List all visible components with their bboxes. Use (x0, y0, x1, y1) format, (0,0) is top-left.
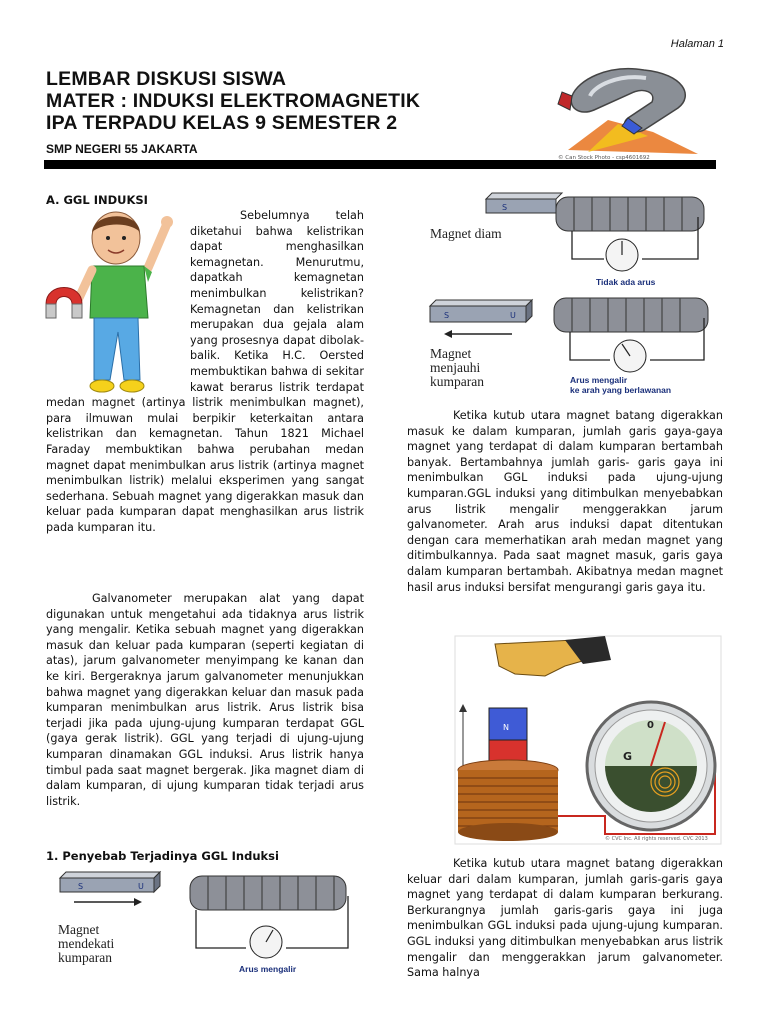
label-line: mendekati (58, 936, 115, 951)
meter-letter-g: G (623, 750, 633, 763)
label-line: Magnet (58, 922, 100, 937)
paragraph-1-text: Sebelumnya telah diketahui bahwa kelistrikan dapat menghasilkan kemagnetan. Menurutmu, dapatkah kemagnetan menimbulkan kelistrikan? Kemagnetan dan kelistrikan merupakan dua gejala alam yang prosesnya dapat dibolak-balik. Ketika H.C. Oersted membuktikan bahwa di sekitar kawat berarus listrik terdapat medan magnet (artinya listrik menimbulkan magnet), para ilmuwan mulai berpikir keterkaitan antara kelistrikan dan kemagnetan. Tahun 1821 Michael Faraday membuktikan bahwa perubahan medan magnet dapat menimbulkan arus listrik (artinya magnet menimbulkan listrik) melalui eksperimen yang sangat sederhana. Sebuah magnet yang digerakkan masuk dan keluar pada kumparan dapat menghasilkan arus listrik pada kumparan itu. (46, 209, 364, 534)
label-magnet-diam: Magnet diam (430, 226, 502, 241)
paragraph-kutub-masuk: Ketika kutub utara magnet batang digerakkan masuk ke dalam kumparan, jumlah garis gaya-gaya magnet yang terdapat di dalam kumparan bertambah banyak. Bertambahnya jumlah garis- garis gaya ini menimbulkan GGL induksi pada ujung-ujung kumparan.GGL induksi yang ditimbulkan menyebabkan arus listrik mengalir menggerakkan jarum galvanometer. Arah arus induksi dapat ditentukan dengan cara memerhatikan arah medan magnet yang ditimbulkannya. Pada saat magnet masuk, garis gaya dalam kumparan bertambah. Akibatnya medan magnet hasil arus induksi bersifat mengurangi garis gaya itu. (407, 409, 723, 594)
figure-hand-magnet-coil-galvanometer (455, 636, 721, 844)
section-a-paragraph-1 (46, 208, 364, 535)
label-magnet-mendekati (58, 923, 114, 965)
subheading-penyebab: 1. Penyebab Terjadinya GGL Induksi (46, 849, 279, 863)
figure-magnet-static (426, 193, 718, 291)
page-number: Halaman 1 (670, 38, 724, 50)
magnet-pole-s: S (502, 203, 508, 212)
caption-arah-berlawanan: ke arah yang berlawanan (570, 385, 672, 395)
magnet-pole-u: U (138, 882, 144, 891)
caption-tidak-ada-arus: Tidak ada arus (596, 277, 656, 287)
section-a-paragraph-2: Galvanometer merupakan alat yang dapat digunakan untuk mengetahui ada tidaknya arus listrik yang mengalir. Ketika sebuah magnet yang digerakkan masuk dan keluar pada kumparan (seperti kegiatan di atas), jarum galvanometer menyimpang ke kanan dan ke kiri. Bergeraknya jarum galvanometer menunjukkan bahwa magnet yang digerakkan keluar dan masuk pada kumparan menimbulkan arus listrik. Arus listrik bisa terjadi jika pada ujung-ujung kumparan terdapat GGL (gaya gerak listrik). GGL yang terjadi di ujung-ujung kumparan dinamakan GGL induksi. Arus listrik hanya timbul pada saat magnet bergerak. Jika magnet diam di dalam kumparan, di ujung kumparan tidak terjadi arus listrik. (46, 592, 364, 808)
label-line: kumparan (58, 950, 112, 965)
title-line-2: MATER : INDUKSI ELEKTROMAGNETIK (46, 90, 421, 112)
caption-arus-mengalir: Arus mengalir (570, 375, 628, 385)
magnet-pole-u: U (510, 311, 516, 320)
label-magnet-menjauhi (430, 347, 484, 389)
document-title (46, 68, 420, 134)
caption-arus-mengalir: Arus mengalir (239, 964, 297, 974)
title-line-3: IPA TERPADU KELAS 9 SEMESTER 2 (46, 112, 398, 134)
magnet-pole-s: S (78, 882, 84, 891)
paragraph-kutub-keluar: Ketika kutub utara magnet batang digerakkan keluar dari dalam kumparan, jumlah garis-garis gaya magnet yang terdapat di dalam kumparan berkurang. Berkurangnya jumlah garis-garis gaya ini juga menimbulkan GGL induksi pada ujung-ujung kumparan. GGL induksi yang ditimbulkan menyebabkan arus listrik mengalir dan menggerakkan jarum galvanometer. Sama halnya (407, 857, 723, 980)
label-line: menjauhi (430, 360, 481, 375)
magnet-pole-s: S (444, 311, 450, 320)
horseshoe-magnet-logo (548, 62, 718, 160)
school-name: SMP NEGERI 55 JAKARTA (46, 142, 198, 156)
logo-credit: © Can Stock Photo - csp4601692 (558, 155, 650, 161)
meter-zero: 0 (647, 720, 654, 731)
magnet-pole-n: N (503, 723, 509, 732)
photo-credit: © CVC Inc. All rights reserved. CVC 2013 (605, 836, 708, 842)
label-line: Magnet (430, 346, 472, 361)
illustration-float-spacer (46, 208, 190, 394)
title-line-1: LEMBAR DISKUSI SISWA (46, 68, 287, 90)
header-divider (44, 160, 716, 169)
section-heading: A. GGL INDUKSI (46, 193, 148, 207)
label-line: kumparan (430, 374, 484, 389)
